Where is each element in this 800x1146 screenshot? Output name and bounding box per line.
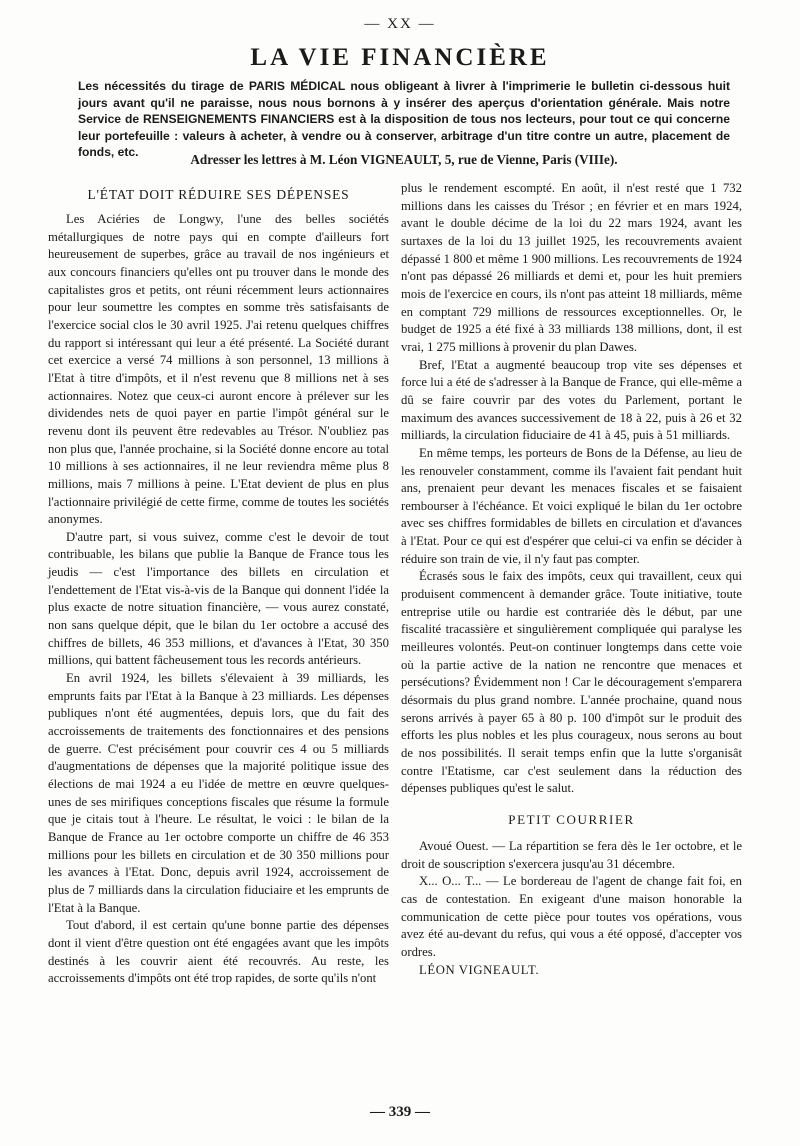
section-title: LA VIE FINANCIÈRE <box>250 44 550 71</box>
publisher-notice: Les nécessités du tirage de PARIS MÉDICAL nous obligeant à livrer à l'imprimerie le bulletin ci-dessous huit jours avant qu'il ne paraisse, nous nous bornons à y insérer des aperçus d'orientation générale. Mais notre Service de RENSEIGNEMENTS FINANCIERS est à la disposition de tous nos lecteurs, pour tout ce qui concerne leur portefeuille : valeurs à acheter, à vendre ou à conserver, arbitrage d'un titre contre un autre, placement de fonds, etc. <box>78 79 730 159</box>
page-number: — 339 — <box>370 1104 430 1120</box>
courrier-paragraph: Avoué Ouest. — La répartition se fera dès le 1er octobre, et le droit de souscription s'exercera jusqu'au 31 décembre. <box>401 838 742 871</box>
article-paragraph: D'autre part, si vous suivez, comme c'est le devoir de tout contribuable, les bilans que publie la Banque de France tous les jeudis — c'est l'importance des billets en circulation et l'endettement de l'Etat vis-à-vis de la Banque qui donnent l'idée la plus exacte de notre situation financière, — vous aurez constaté, non sans quelque dépit, que le bilan du 1er octobre a accusé des chiffres de billets, 46 353 millions, et d'avances à l'Etat, 30 350 millions, qui battent fâcheusement tous les records antérieurs. <box>48 529 389 668</box>
left-column <box>48 186 389 988</box>
article-paragraph-continued: plus le rendement escompté. En août, il n'est resté que 1 732 millions dans les caisses du Trésor ; en février et en mars 1924, avant le double décime de la loi du 22 mars 1924, avant les surtaxes de la loi du 13 juillet 1925, les recouvrements avaient dépassé 1 800 et même 1 900 millions. Les recouvrements de 1924 n'ont pas dépassé 26 milliards et demi et, pour les huit premiers mois de l'exercice en cours, ils n'ont pas atteint 18 milliards, même en comptant 729 millions de ressources exceptionnelles. Or, le budget de 1925 a été fixé à 33 milliards 138 millions, dont, il est vrai, 1 275 millions à provenir du plan Dawes. <box>401 181 742 354</box>
courrier-paragraph: X... O... T... — Le bordereau de l'agent de change fait foi, en cas de contestation. En exigeant d'une maison honorable la communication de cette pièce pour toutes vos opérations, vous avez été au-devant du refus, qui vous a été opposé, d'accepter vos ordres. <box>401 874 742 959</box>
article-paragraph: Écrasés sous le faix des impôts, ceux qui travaillent, ceux qui produisent commencent à demander grâce. Toute initiative, toute entreprise utile ou hardie est contrariée dès le début, par une fiscalité tracassière et singulièrement compliquée qui paralyse les meilleures volontés. Peut-on continuer longtemps dans cette voie où la partie active de la nation ne rencontre que menaces et persécutions? Évidemment non ! Car le découragement s'emparera désormais du plus grand nombre. L'année prochaine, quand nous serons arrivés à payer 65 à 80 p. 100 d'impôt sur le produit des efforts les plus nobles et les plus courageux, nous serons au bout de nos possibilités. Il serait temps enfin que la lutte s'organisât contre l'Etatisme, car c'est seulement dans la réduction des dépenses publiques qu'est le salut. <box>401 569 742 796</box>
article-paragraph: Les Aciéries de Longwy, l'une des belles sociétés métallurgiques de notre pays qui en compte d'ailleurs fort heureusement de superbes, grâce au travail de nos ingénieurs et aux concours financiers qu'elles ont pu trouver dans le monde des capitalistes gros et petits, ont réuni récemment leurs actionnaires pour leur soumettre les comptes en somme très satisfaisants de l'exercice social clos le 30 avril 1925. J'ai retenu quelques chiffres du rapport si intéressant qui leur a été présenté. La Société durant cet exercice a versé 74 millions à son personnel, 13 millions à l'Etat à titre d'impôts, et il n'est revenu que 8 millions net à ses actionnaires. Notez que ceux-ci auront encore à prélever sur les dividendes nets de quoi payer en partie l'impôt général sur le revenu dont ils peuvent être redevables au Trésor. N'oubliez pas non plus que, l'année prochaine, si la Société donne encore au total 10 millions à ses actionnaires, il ne leur reviendra même plus 8 millions, mais 7 millions à peine. L'Etat devient de plus en plus l'actionnaire privilégié de cette firme, comme de toutes les sociétés anonymes. <box>48 212 389 527</box>
article-paragraph: Bref, l'Etat a augmenté beaucoup trop vite ses dépenses et force lui a été de s'adresser à la Banque de France, qui elle-même a dû se faire couvrir par des votes du Parlement, portant le maximum des avances successivement de 18 à 22, puis à 26 et 32 milliards, la circulation fiduciaire de 41 à 45, puis à 51 milliards. <box>401 357 742 443</box>
right-column <box>401 180 742 979</box>
roman-page-number: — XX — <box>364 16 436 32</box>
courrier-title: PETIT COURRIER <box>508 811 635 827</box>
article-paragraph: En avril 1924, les billets s'élevaient à 39 milliards, les emprunts faits par l'Etat à la Banque à 23 milliards. Les dépenses publiques n'ont été augmentées, depuis lors, que du fait des accroissements de traitements des fonctionnaires et des pensions de guerre. C'est précisément pour couvrir ces 4 ou 5 milliards d'augmentations de dépenses que la majorité politique issue des élections de mai 1924 a eu l'idée de mettre en œuvre quelques-unes de ses mirifiques conceptions fiscales que résume la formule que je citais tout à l'heure. Le résultat, le voici : le bilan de la Banque de France au 1er octobre comporte un chiffre de 46 353 millions pour les billets en circulation et de 30 350 millions pour les avances à l'Etat. Donc, depuis avril 1924, accroissement de plus de 7 milliards dans la circulation fiduciaire et les emprunts de l'Etat à la Banque. <box>48 671 389 915</box>
article-paragraph: Tout d'abord, il est certain qu'une bonne partie des dépenses dont il vient d'être question ont été engagées avant que les impôts destinés à les couvrir aient été recouvrés. Au reste, les accroissements d'impôts ont été trop rapides, de sorte qu'ils n'ont <box>48 918 389 986</box>
article-paragraph: En même temps, les porteurs de Bons de la Défense, au lieu de les renouveler constamment, comme ils l'avaient fait pendant huit ans, prenaient peur devant les menaces fiscales et se faisaient rembourser à l'échéance. Et voici expliqué le bilan du 1er octobre avec ses chiffres formidables de billets en circulation et d'avances à l'Etat. Pour ce qui est d'espérer que celui-ci va enfin se décider à réduire son train de vie, il n'y faut pas compter. <box>401 445 742 566</box>
contact-address: Adresser les lettres à M. Léon VIGNEAULT, 5, rue de Vienne, Paris (VIIIe). <box>190 152 618 167</box>
article-title: L'ÉTAT DOIT RÉDUIRE SES DÉPENSES <box>87 187 350 202</box>
author-signature: LÉON VIGNEAULT. <box>419 962 540 977</box>
